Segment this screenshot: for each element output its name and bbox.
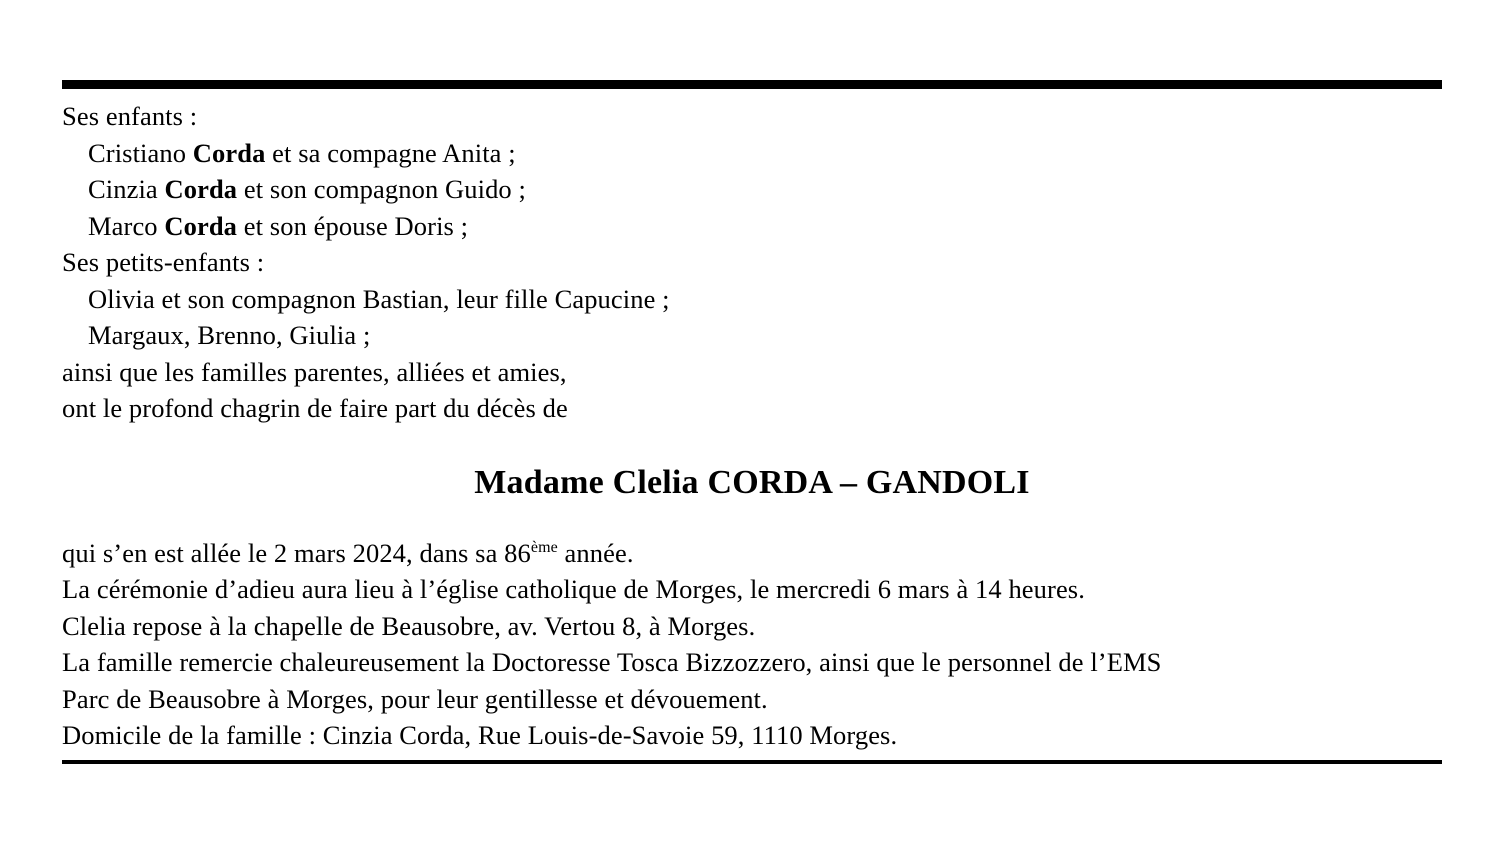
related-families-line: ainsi que les familles parentes, alliées et amies, [62, 356, 567, 387]
child-surname: Corda [164, 174, 238, 204]
child-surname: Corda [164, 210, 238, 241]
child-detail: et sa compagne Anita ; [265, 137, 516, 168]
bottom-rule-divider [62, 760, 1442, 764]
announcement-line: ont le profond chagrin de faire part du décès de [62, 393, 568, 423]
death-date-line [62, 535, 1442, 572]
children-label: Ses enfants : [62, 101, 198, 131]
child-entry [62, 171, 1442, 208]
death-age-ordinal-suffix: ème [530, 538, 558, 556]
grandchild-entry: Olivia et son compagnon Bastian, leur fille Capucine ; [88, 283, 670, 314]
death-date-text-before: qui s’en est allée le 2 mars 2024, dans sa 86 [62, 537, 531, 568]
thanks-line-2: Parc de Beausobre à Morges, pour leur gentillesse et dévouement. [62, 683, 768, 714]
child-detail: et son épouse Doris ; [237, 210, 469, 241]
child-first-name: Cristiano [88, 137, 193, 168]
deceased-name: Madame Clelia CORDA – GANDOLI [474, 463, 1030, 501]
child-entry [62, 208, 1442, 245]
top-rule-divider [62, 80, 1442, 89]
grandchild-entry: Margaux, Brenno, Giulia ; [88, 320, 371, 350]
notice-body [62, 89, 1442, 754]
closing-block [62, 535, 1442, 754]
child-surname: Corda [192, 137, 266, 168]
thanks-line-1: La famille remercie chaleureusement la Doctoresse Tosca Bizzozzero, ainsi que le personnel de l’EMS [62, 647, 1162, 677]
child-detail: et son compagnon Guido ; [237, 174, 526, 204]
child-first-name: Marco [88, 210, 165, 241]
repose-line: Clelia repose à la chapelle de Beausobre, av. Vertou 8, à Morges. [62, 610, 756, 641]
death-notice [62, 80, 1442, 764]
child-entry [62, 135, 1442, 172]
family-address-line: Domicile de la famille : Cinzia Corda, Rue Louis-de-Savoie 59, 1110 Morges. [62, 720, 898, 750]
ceremony-line: La cérémonie d’adieu aura lieu à l’église catholique de Morges, le mercredi 6 mars à 14 heures. [62, 574, 1085, 604]
child-first-name: Cinzia [88, 174, 165, 204]
grandchildren-label: Ses petits-enfants : [62, 247, 265, 277]
death-date-text-after: année. [557, 537, 634, 568]
